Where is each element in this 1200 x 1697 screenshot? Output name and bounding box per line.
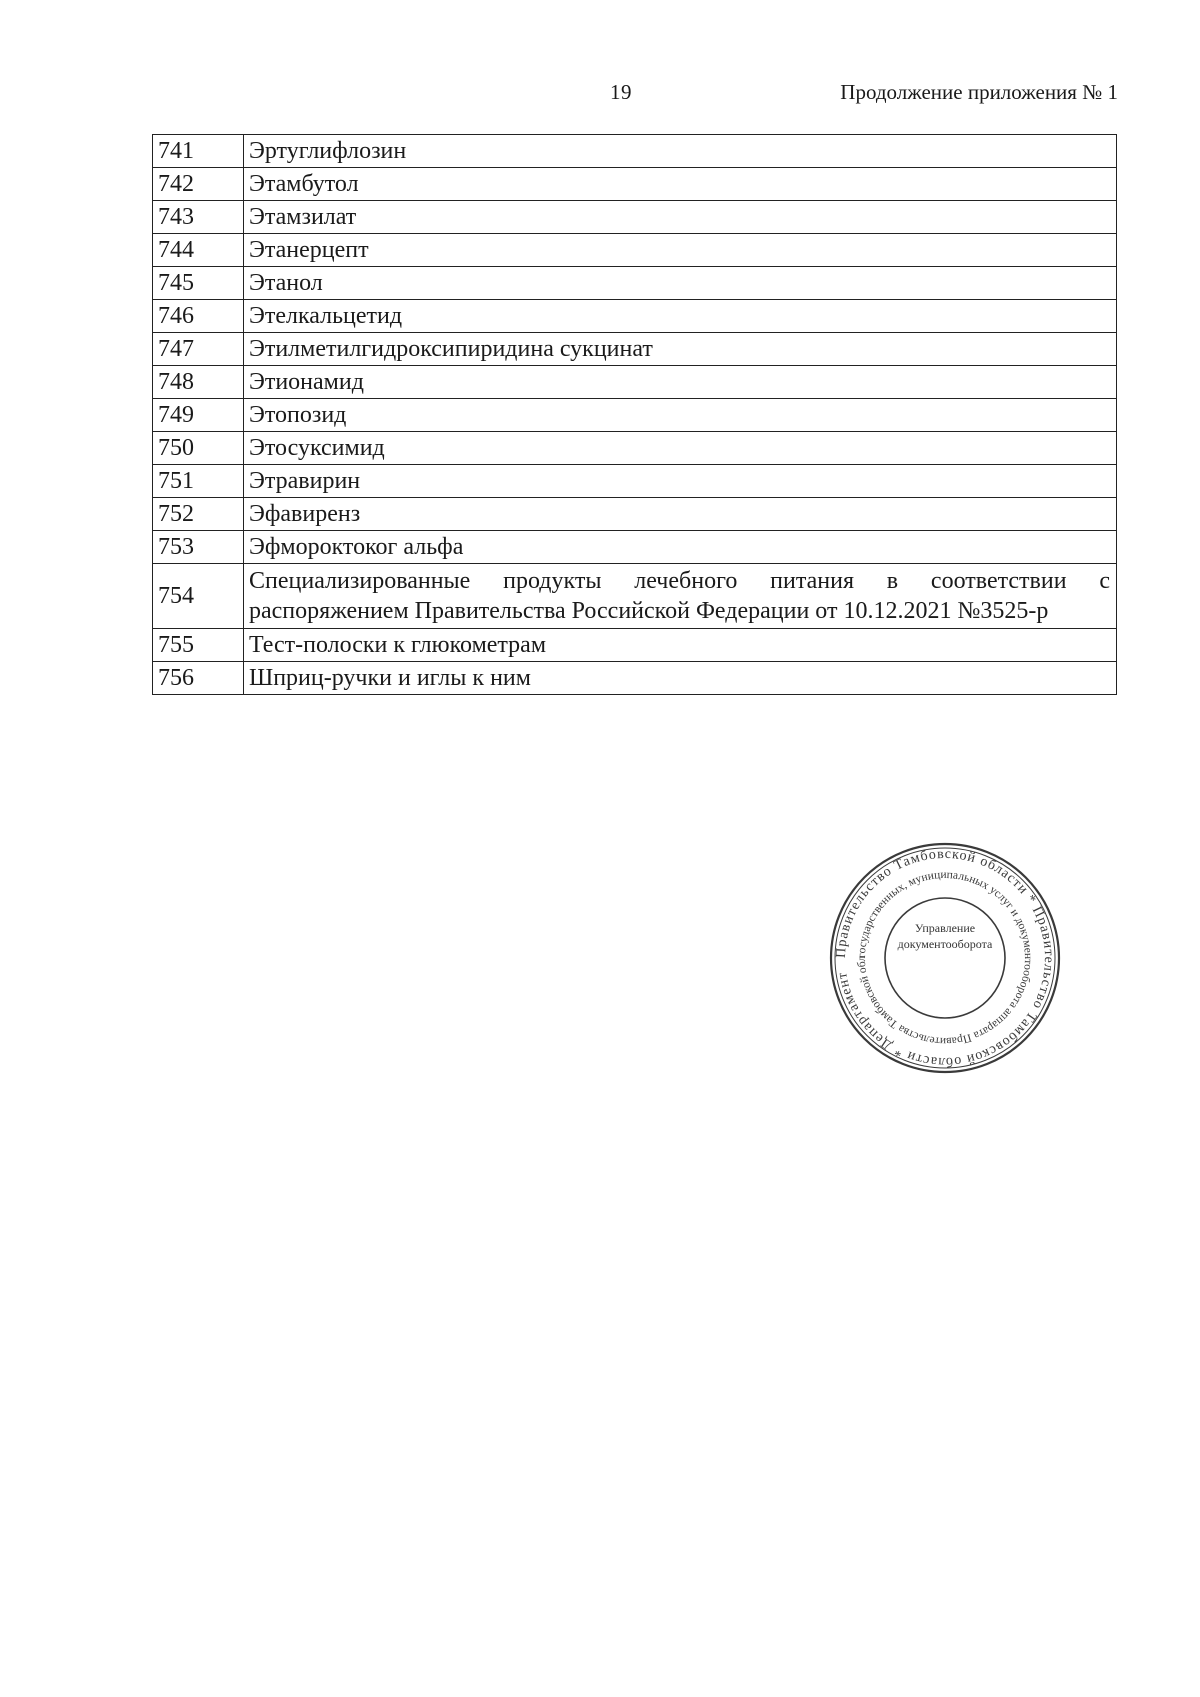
row-name: Этанерцепт [244,234,1117,267]
table-row [153,399,1117,432]
row-name: Тест-полоски к глюкометрам [244,629,1117,662]
table-row [153,465,1117,498]
row-name: Специализированные продукты лечебного питания в соответствии с распоряжением Правительства Российской Федерации от 10.12.2021 №3525-р [244,564,1117,629]
items-table [152,134,1117,695]
official-stamp [827,840,1063,1076]
stamp-seal-icon [827,840,1063,1076]
table-row [153,432,1117,465]
row-number: 752 [153,498,244,531]
table-row [153,629,1117,662]
row-name: Этопозид [244,399,1117,432]
table-row [153,564,1117,629]
row-number: 750 [153,432,244,465]
row-name: Этелкальцетид [244,300,1117,333]
stamp-center-line1: Управление [914,921,976,935]
table-row [153,333,1117,366]
row-name: Этамбутол [244,168,1117,201]
row-name: Этанол [244,267,1117,300]
row-name: Этионамид [244,366,1117,399]
row-number: 744 [153,234,244,267]
table-row [153,168,1117,201]
row-number: 747 [153,333,244,366]
stamp-center-line2: документооборота [897,937,993,951]
row-number: 754 [153,564,244,629]
row-name: Эфавиренз [244,498,1117,531]
row-name: Эфмороктоког альфа [244,531,1117,564]
stamp-inner-text: государственных, муниципальных услуг и документооборота аппарата Правительства Тамбовской обл [855,868,1035,1048]
row-number: 746 [153,300,244,333]
row-name: Этилметилгидроксипиридина сукцинат [244,333,1117,366]
row-number: 751 [153,465,244,498]
table-row [153,267,1117,300]
stamp-outer-text: Правительство Тамбовской области * Правительство Тамбовской области * Департамент [833,846,1057,1070]
row-number: 743 [153,201,244,234]
table-row [153,135,1117,168]
table-row [153,201,1117,234]
table-row [153,366,1117,399]
row-name: Эртуглифлозин [244,135,1117,168]
page-number: 19 [610,80,632,104]
row-number: 745 [153,267,244,300]
row-name: Этравирин [244,465,1117,498]
row-name: Этамзилат [244,201,1117,234]
row-number: 753 [153,531,244,564]
row-number: 741 [153,135,244,168]
row-number: 755 [153,629,244,662]
row-name: Этосуксимид [244,432,1117,465]
row-name: Шприц-ручки и иглы к ним [244,662,1117,695]
row-number: 756 [153,662,244,695]
table-row [153,531,1117,564]
stamp-center-label [889,920,1001,952]
row-number: 742 [153,168,244,201]
row-number: 748 [153,366,244,399]
row-number: 749 [153,399,244,432]
table-row [153,498,1117,531]
table-row [153,662,1117,695]
table-row [153,300,1117,333]
table-row [153,234,1117,267]
continuation-label: Продолжение приложения № 1 [840,80,1118,104]
